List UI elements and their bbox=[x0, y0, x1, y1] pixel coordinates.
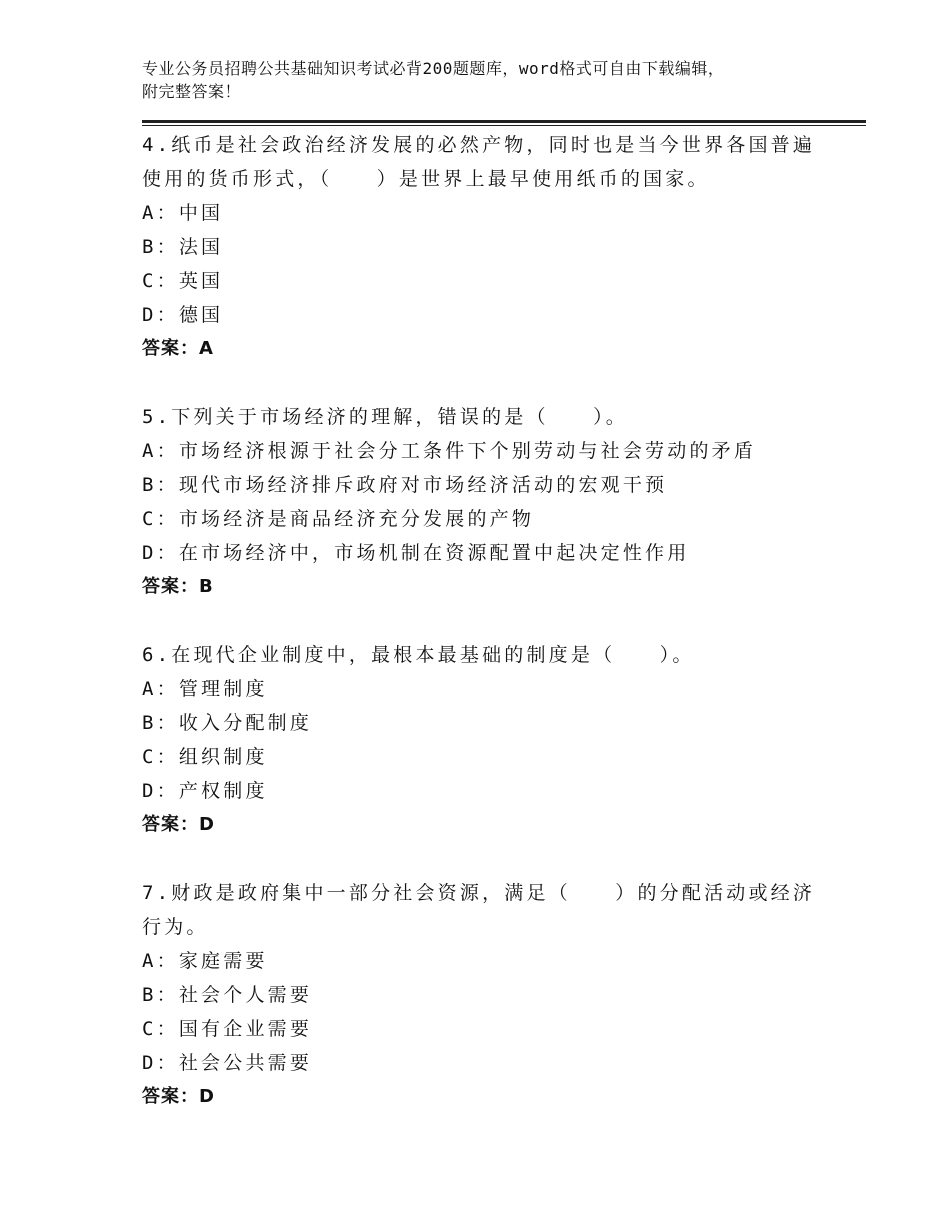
question-list bbox=[142, 128, 842, 1148]
option-d: D：德国 bbox=[142, 304, 224, 326]
option-b: B：社会个人需要 bbox=[142, 984, 313, 1006]
option-c: C：英国 bbox=[142, 270, 224, 292]
question-stem: 使用的货币形式，（ ）是世界上最早使用纸币的国家。 bbox=[142, 168, 710, 190]
header-divider-thin bbox=[142, 125, 866, 126]
page-header bbox=[142, 57, 822, 103]
option-c: C：市场经济是商品经济充分发展的产物 bbox=[142, 508, 535, 530]
question-stem: 7.财政是政府集中一部分社会资源，满足（ ）的分配活动或经济 bbox=[142, 882, 816, 904]
question-6 bbox=[142, 638, 842, 842]
header-line-1: 专业公务员招聘公共基础知识考试必背200题题库，word格式可自由下载编辑， bbox=[142, 59, 725, 78]
question-stem: 6.在现代企业制度中，最根本最基础的制度是（ ）。 bbox=[142, 644, 695, 666]
option-d: D：社会公共需要 bbox=[142, 1052, 313, 1074]
answer-label: 答案：D bbox=[142, 1086, 215, 1107]
answer-label: 答案：B bbox=[142, 576, 214, 597]
option-c: C：国有企业需要 bbox=[142, 1018, 313, 1040]
option-b: B：法国 bbox=[142, 236, 224, 258]
header-divider-thick bbox=[142, 120, 866, 123]
option-a: A：中国 bbox=[142, 202, 224, 224]
option-d: D：在市场经济中，市场机制在资源配置中起决定性作用 bbox=[142, 542, 690, 564]
answer-label: 答案：A bbox=[142, 338, 214, 359]
option-b: B：收入分配制度 bbox=[142, 712, 313, 734]
question-stem: 行为。 bbox=[142, 916, 209, 938]
question-5 bbox=[142, 400, 842, 604]
option-c: C：组织制度 bbox=[142, 746, 268, 768]
option-d: D：产权制度 bbox=[142, 780, 268, 802]
question-stem: 4.纸币是社会政治经济发展的必然产物，同时也是当今世界各国普遍 bbox=[142, 134, 816, 156]
answer-label: 答案：D bbox=[142, 814, 215, 835]
option-a: A：管理制度 bbox=[142, 678, 268, 700]
option-a: A：市场经济根源于社会分工条件下个别劳动与社会劳动的矛盾 bbox=[142, 440, 757, 462]
question-4 bbox=[142, 128, 842, 366]
question-7 bbox=[142, 876, 842, 1114]
option-b: B：现代市场经济排斥政府对市场经济活动的宏观干预 bbox=[142, 474, 668, 496]
header-line-2: 附完整答案！ bbox=[142, 82, 242, 101]
question-stem: 5.下列关于市场经济的理解，错误的是（ ）。 bbox=[142, 406, 628, 428]
option-a: A：家庭需要 bbox=[142, 950, 268, 972]
